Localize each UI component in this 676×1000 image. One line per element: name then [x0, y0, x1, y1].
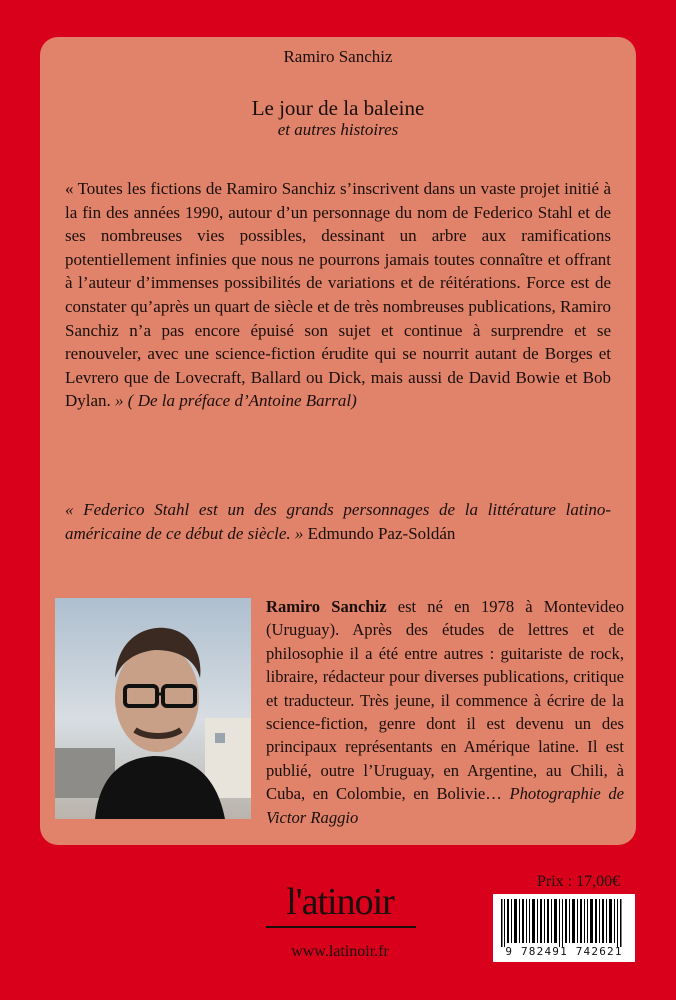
author-photo [55, 598, 251, 819]
blurb-paragraph [65, 177, 611, 413]
publisher-url: www.latinoir.fr [291, 943, 389, 960]
review-quote-attribution: Edmundo Paz-Soldán [303, 523, 456, 543]
book-subtitle: et autres histoires [277, 120, 399, 139]
book-title: Le jour de la baleine [251, 96, 425, 120]
author-bio [266, 595, 624, 829]
price-label: Prix : 17,00€ [537, 873, 621, 890]
review-quote-text: « Federico Stahl est un des grands personnages de la littérature latino-américaine de ce début de siècle. » [65, 500, 611, 543]
blurb-text: « Toutes les fictions de Ramiro Sanchiz s’inscrivent dans un vaste projet initié à la fin des années 1990, autour d’un personnage du nom de Federico Stahl et de ses nombreuses vies possibles, dessinant un arbre aux ramifications potentiellement infinies que nous ne pourrons jamais toutes connaître et offrant à l’auteur d’immenses possibilités de variations et de réitérations. Force est de constater qu’après un quart de siècle et de très nombreuses publications, Ramiro Sanchiz n’a pas encore épuisé son sujet et continue à surprendre et se renouveler, avec une science-fiction érudite qui se nourrit autant de Borges et Levrero que de Lovecraft, Ballard ou Dick, mais aussi de David Bowie et Bob Dylan. [65, 179, 611, 411]
back-cover-panel [40, 37, 636, 845]
photo-credit: Photographie de Victor Raggio [266, 784, 624, 827]
author-name: Ramiro Sanchiz [283, 47, 393, 66]
publisher-logo: l'atinoir [286, 881, 394, 923]
bio-text: est né en 1978 à Montevideo (Uruguay). Après des études de lettres et de philosophie il a été entre autres : guitariste de rock, libraire, rédacteur pour diverses publications, critique et traducteur. Très jeune, il commence à écrire de la science-fiction, genre dont il est devenu un des principaux représentants en Amérique latine. Il est publié, outre l’Uruguay, en Argentine, au Chili, à Cuba, en Colombie, en Bolivie… [266, 597, 624, 804]
blurb-source: » ( De la préface d’Antoine Barral) [110, 391, 357, 411]
barcode-digits: 9 782491 742621 [505, 945, 623, 958]
logo-underline [266, 926, 416, 928]
bio-name: Ramiro Sanchiz [266, 597, 387, 616]
review-quote [65, 498, 611, 545]
